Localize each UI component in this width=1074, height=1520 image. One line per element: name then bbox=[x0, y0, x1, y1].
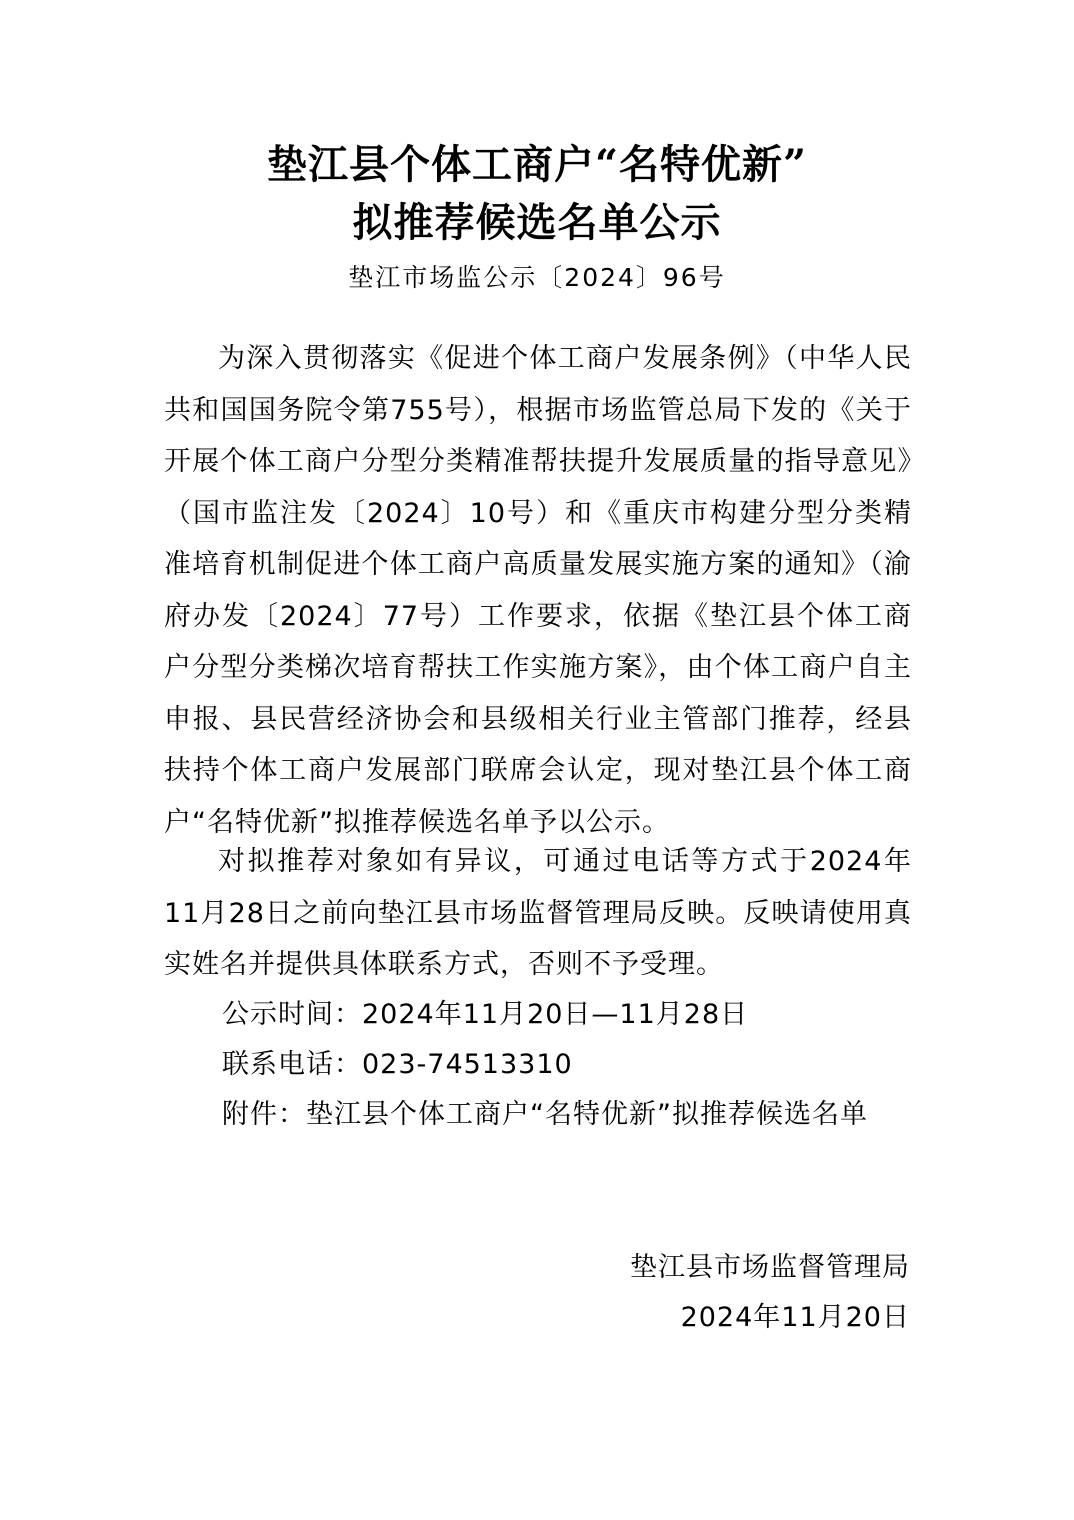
contact-phone: 联系电话：023-74513310 bbox=[222, 1049, 573, 1080]
signature-date: 2024年11月20日 bbox=[680, 1302, 910, 1333]
document-number: 垫江市场监公示〔2024〕96号 bbox=[348, 263, 726, 292]
body-paragraph-1: 为深入贯彻落实《促进个体工商户发展条例》（中华人民共和国国务院令第755号），根据市场监管总局下发的《关于开展个体工商户分型分类精准帮扶提升发展质量的指导意见》（国市监注发〔2024〕10号）和《重庆市构建分型分类精准培育机制促进个体工商户高质量发展实施方案的通知》（渝府办发〔2024〕77号）工作要求，依据《垫江县个体工商户分型分类梯次培育帮扶工作实施方案》，由个体工商户自主申报、县民营经济协会和县级相关行业主管部门推荐，经县扶持个体工商户发展部门联席会认定，现对垫江县个体工商户“名特优新”拟推荐候选名单予以公示。 bbox=[164, 343, 912, 838]
document-title-line1: 垫江县个体工商户“名特优新” bbox=[266, 141, 807, 188]
signature-organization: 垫江县市场监督管理局 bbox=[630, 1252, 910, 1283]
document-title-line2: 拟推荐候选名单公示 bbox=[352, 199, 722, 246]
publicity-time: 公示时间：2024年11月20日—11月28日 bbox=[222, 999, 749, 1030]
body-paragraph-2: 对拟推荐对象如有异议，可通过电话等方式于2024年11月28日之前向垫江县市场监督管理局反映。反映请使用真实姓名并提供具体联系方式，否则不予受理。 bbox=[164, 846, 912, 980]
attachment-line: 附件：垫江县个体工商户“名特优新”拟推荐候选名单 bbox=[222, 1099, 868, 1130]
